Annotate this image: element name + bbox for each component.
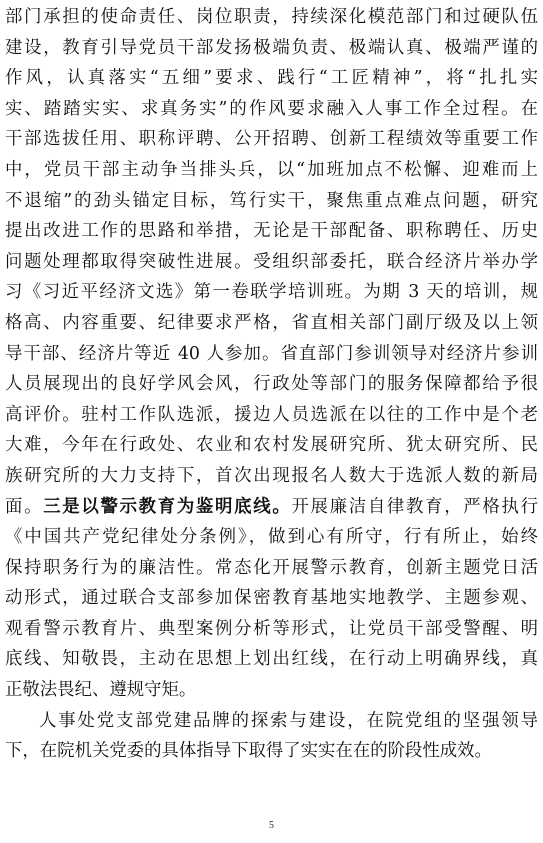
text-line: 格高、内容重要、纪律要求严格，省直相关部门副厅级及以上领: [5, 312, 538, 333]
text-line: 高评价。驻村工作队选派，援边人员选派在以往的工作中是个老: [5, 404, 538, 425]
text-line: 动形式，通过联合支部参加保密教育基地实地教学、主题参观、: [5, 588, 538, 609]
text-line: 实、踏踏实实、求真务实”的作风要求融入人事工作全过程。在: [5, 98, 538, 119]
text-line: 不退缩”的劲头锚定目标，笃行实干，聚焦重点难点问题，研究: [5, 190, 538, 211]
body-text: [5, 2, 538, 767]
paragraph-first-line: 人事处党支部党建品牌的探索与建设，在院党组的坚强领导: [39, 710, 538, 731]
text-line: 建设，教育引导党员干部发扬极端负责、极端认真、极端严谨的: [5, 37, 538, 58]
text-line: 问题处理都取得突破性进展。受组织部委托，联合经济片举办学: [5, 251, 538, 272]
text-line: 保持职务行为的廉洁性。常态化开展警示教育，创新主题党日活: [5, 557, 538, 578]
text-line: 正敬法畏纪、遵规守矩。: [5, 680, 197, 701]
text-line: 干部选拔任用、职称评聘、公开招聘、创新工程绩效等重要工作: [5, 129, 538, 150]
text-line: 族研究所的大力支持下，首次出现报名人数大于选派人数的新局: [5, 465, 538, 486]
text-line: 下，在院机关党委的具体指导下取得了实实在在的阶段性成效。: [5, 741, 492, 762]
text-line: 中，党员干部主动争当排头兵，以“加班加点不松懈、迎难而上: [5, 159, 538, 180]
text-line: 习《习近平经济文选》第一卷联学培训班。为期 3 天的培训，规: [5, 282, 538, 303]
text-line: [5, 492, 538, 523]
text-line: 导干部、经济片等近 40 人参加。省直部门参训领导对经济片参训: [5, 343, 538, 364]
section-heading: 三是以警示教育为鉴明底线。: [43, 496, 292, 517]
text-span: 开展廉洁自律教育，严格执行: [291, 496, 538, 517]
text-line: 底线、知敬畏，主动在思想上划出红线，在行动上明确界线，真: [5, 649, 538, 670]
text-line: 部门承担的使命责任、岗位职责，持续深化模范部门和过硬队伍: [5, 7, 538, 27]
text-line: 人员展现出的良好学风会风，行政处等部门的服务保障都给予很: [5, 374, 538, 395]
text-line: 作风，认真落实“五细”要求、践行“工匠精神”，将“扎扎实: [5, 68, 538, 89]
text-line: 观看警示教育片、典型案例分析等形式，让党员干部受警醒、明: [5, 618, 538, 639]
page-number: 5: [269, 820, 274, 831]
text-span: 面。: [5, 496, 44, 517]
text-line: 大难，今年在行政处、农业和农村发展研究所、犹太研究所、民: [5, 435, 538, 456]
text-line: 《中国共产党纪律处分条例》，做到心有所守，行有所止，始终: [5, 527, 538, 548]
text-line: 提出改进工作的思路和举措，无论是干部配备、职称聘任、历史: [5, 221, 538, 242]
